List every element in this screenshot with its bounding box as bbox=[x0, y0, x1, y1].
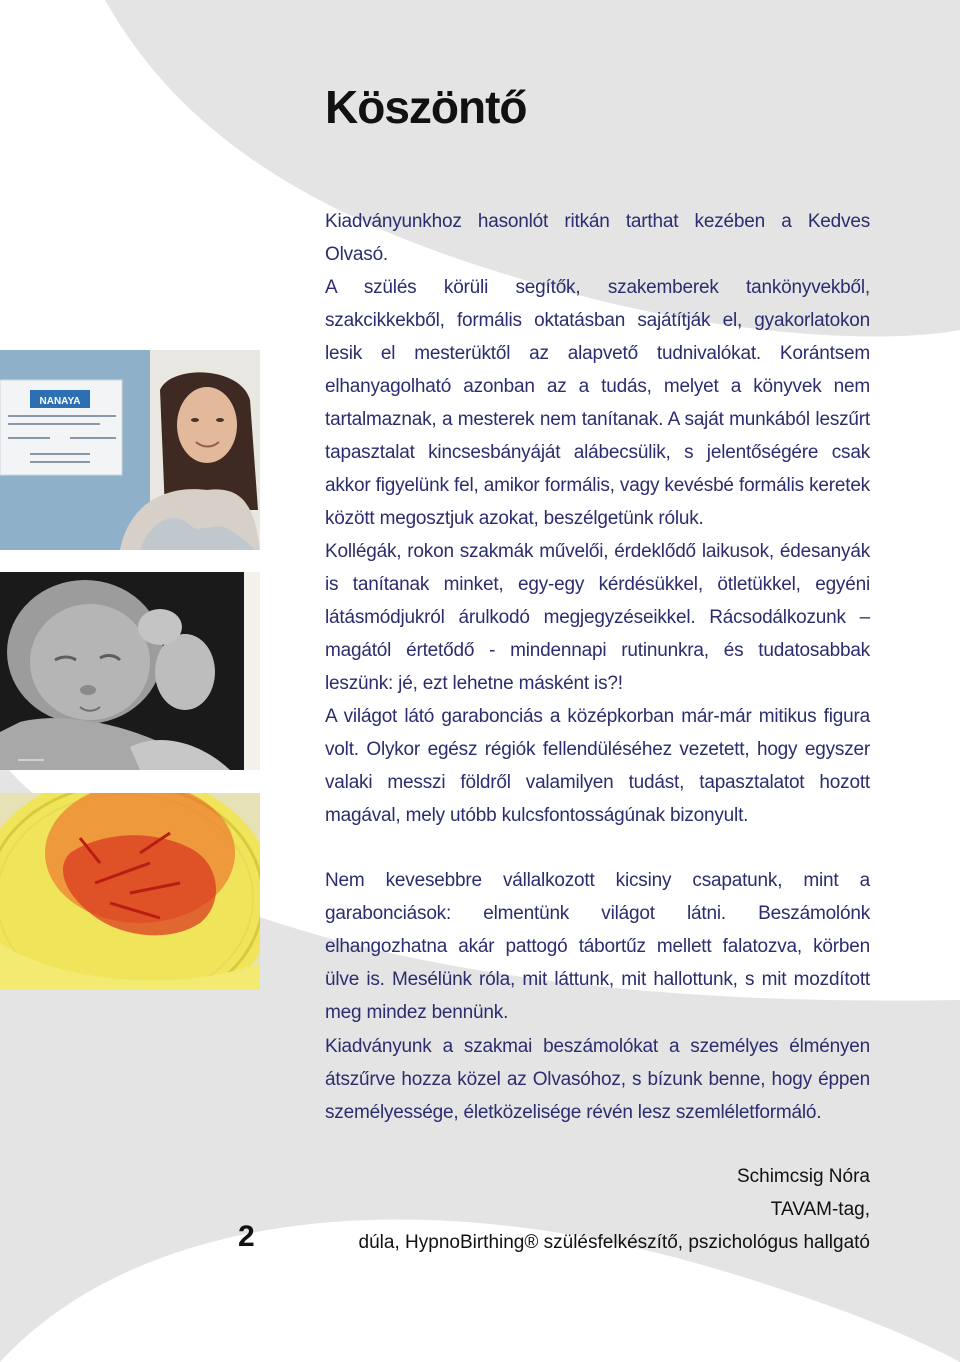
paragraph-intro bbox=[325, 205, 870, 271]
sign-brand-text: NANAYA bbox=[39, 396, 81, 407]
author-role: TAVAM-tag, bbox=[770, 1199, 870, 1220]
paragraph-colleagues bbox=[325, 535, 870, 700]
author-description: dúla, HypnoBirthing® szülésfelkészítő, pszichológus hallgató bbox=[358, 1232, 870, 1253]
placenta-print-photo bbox=[0, 793, 260, 990]
paragraph-text: Nem kevesebbre vállalkozott kicsiny csapatunk, mint a garabonciások: elmentünk világot látni. Beszámolónk elhangozhatna akár pattogó tábortűz mellett falatozva, körben ülve is. Mesélünk róla, mit láttunk, mit hallottunk, s mit mozdított meg mindez bennünk. bbox=[325, 870, 870, 1023]
newborn-photo bbox=[0, 572, 260, 770]
portrait-photo bbox=[0, 350, 260, 550]
paragraph-text: A szülés körüli segítők, szakemberek tankönyvekből, szakcikkekből, formális oktatásban sajátítják el, gyakorlatokon lesik el mesterüktől az alapvető tudnivalókat. Korántsem elhanyagolható azonban az a tudás, melyet a könyvek nem tartalmaznak, a mesterek nem tanítanak. A saját munkából leszűrt tapasztalat kincsesbányáját alábecsülik, s jelentőségére csak akkor figyelünk fel, amikor formális, vagy kevésbé formális keretek között megosztjuk azokat, beszélgetünk róluk. bbox=[325, 277, 870, 529]
page-title: Köszöntő bbox=[325, 81, 527, 133]
paragraph-team bbox=[325, 864, 870, 1029]
paragraph-garabonciaas bbox=[325, 700, 870, 832]
paragraph-publication bbox=[325, 1030, 870, 1129]
signature-block bbox=[359, 1160, 870, 1259]
paragraph-helpers bbox=[325, 271, 870, 535]
paragraph-text: Kiadványunkhoz hasonlót ritkán tarthat kezében a Kedves Olvasó. bbox=[325, 211, 870, 265]
paragraph-text: A világot látó garabonciás a középkorban már-már mitikus figura volt. Olykor egész régiók fellendüléséhez vezetett, hogy egyszer valaki messzi földről valamilyen tudást, tapasztalatot hozott magával, mely utóbb kulcsfontosságúnak bizonyult. bbox=[325, 706, 870, 826]
paragraph-text: Kiadványunk a szakmai beszámolókat a személyes élményen átszűrve hozza közel az Olvasóhoz, s bízunk benne, hogy éppen személyessége, életközelisége révén lesz szemléletformáló. bbox=[325, 1036, 870, 1123]
author-name: Schimcsig Nóra bbox=[736, 1166, 870, 1187]
top-left-wedge bbox=[0, 0, 70, 160]
paragraph-text: Kollégák, rokon szakmák művelői, érdeklődő laikusok, édesanyák is tanítanak minket, egy-egy kérdésükkel, ötletükkel, egyéni látásmódjukról árulkodó megjegyzéseikkel. Rácsodálkozunk – magától értetődő - mindennapi rutinunkra, és tudatosabbak leszünk: jé, ezt lehetne másként is?! bbox=[325, 541, 870, 694]
page-number: 2 bbox=[238, 1220, 255, 1253]
